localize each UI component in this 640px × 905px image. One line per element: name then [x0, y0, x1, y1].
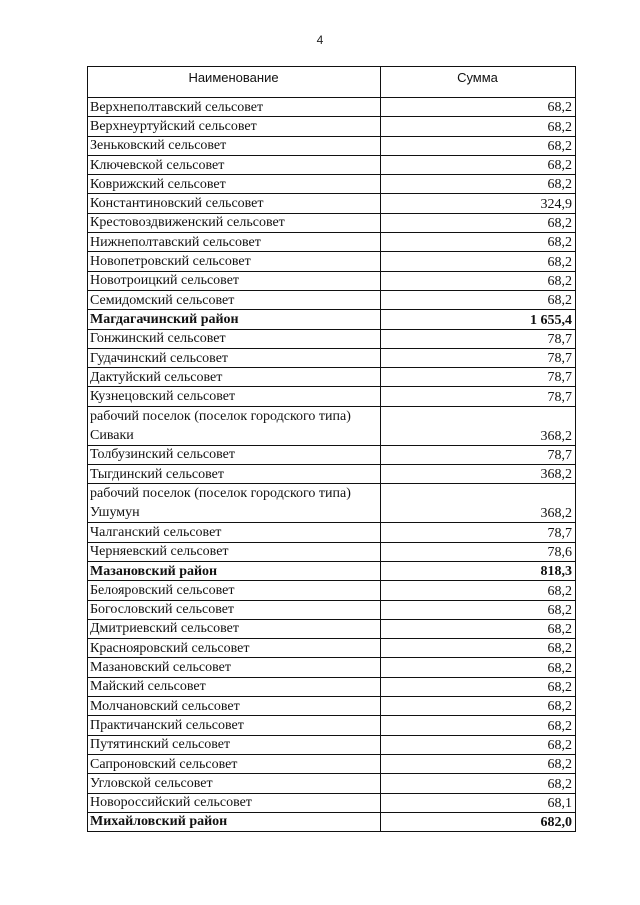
table-row — [88, 387, 576, 406]
row-sum-cell: 78,7 — [381, 387, 576, 406]
row-name-cell: Сапроновский сельсовет — [88, 754, 381, 773]
row-name-cell: Краснояровский сельсовет — [88, 639, 381, 658]
row-name-cell: Коврижский сельсовет — [88, 175, 381, 194]
row-sum-cell: 68,2 — [381, 677, 576, 696]
row-name-cell: Верхнеуртуйский сельсовет — [88, 117, 381, 136]
table-row — [88, 252, 576, 271]
row-name-cell: Новопетровский сельсовет — [88, 252, 381, 271]
row-sum-cell: 368,2 — [381, 406, 576, 445]
table-row — [88, 658, 576, 677]
table-header-row — [88, 67, 576, 98]
row-name-cell: Белояровский сельсовет — [88, 581, 381, 600]
table-row — [88, 194, 576, 213]
row-name-cell: Черняевский сельсовет — [88, 542, 381, 561]
table-row — [88, 213, 576, 232]
row-sum-cell: 68,2 — [381, 581, 576, 600]
row-name-cell: Мазановский район — [88, 561, 381, 580]
table-row — [88, 368, 576, 387]
table-row — [88, 484, 576, 523]
row-sum-cell: 68,2 — [381, 735, 576, 754]
row-name-cell: рабочий поселок (поселок городского типа) Сиваки — [88, 406, 381, 445]
row-sum-cell: 818,3 — [381, 561, 576, 580]
table-row — [88, 329, 576, 348]
table-row — [88, 523, 576, 542]
table-row — [88, 155, 576, 174]
table-row — [88, 136, 576, 155]
row-name-cell: Магдагачинский район — [88, 310, 381, 329]
row-sum-cell: 68,1 — [381, 793, 576, 812]
table-row — [88, 406, 576, 445]
district-total-row — [88, 812, 576, 831]
table-row — [88, 465, 576, 484]
row-name-cell: Богословский сельсовет — [88, 600, 381, 619]
column-header-sum: Сумма — [381, 67, 576, 98]
table-row — [88, 793, 576, 812]
row-sum-cell: 68,2 — [381, 213, 576, 232]
row-name-cell: Практичанский сельсовет — [88, 716, 381, 735]
row-sum-cell: 68,2 — [381, 619, 576, 638]
page-number: 4 — [316, 33, 324, 47]
row-sum-cell: 68,2 — [381, 233, 576, 252]
budget-table — [87, 66, 576, 832]
row-sum-cell: 68,2 — [381, 754, 576, 773]
district-total-row — [88, 310, 576, 329]
row-name-cell: Майский сельсовет — [88, 677, 381, 696]
table-row — [88, 98, 576, 117]
table-row — [88, 175, 576, 194]
table-row — [88, 542, 576, 561]
row-sum-cell: 78,7 — [381, 329, 576, 348]
column-header-name: Наименование — [88, 67, 381, 98]
row-sum-cell: 1 655,4 — [381, 310, 576, 329]
row-sum-cell: 68,2 — [381, 639, 576, 658]
row-sum-cell: 368,2 — [381, 484, 576, 523]
row-name-cell: Кузнецовский сельсовет — [88, 387, 381, 406]
row-name-cell: Новотроицкий сельсовет — [88, 271, 381, 290]
row-name-cell: Угловской сельсовет — [88, 774, 381, 793]
row-sum-cell: 368,2 — [381, 465, 576, 484]
table-row — [88, 117, 576, 136]
table-row — [88, 619, 576, 638]
row-name-cell: Тыгдинский сельсовет — [88, 465, 381, 484]
row-name-cell: Верхнеполтавский сельсовет — [88, 98, 381, 117]
row-sum-cell: 68,2 — [381, 136, 576, 155]
district-total-row — [88, 561, 576, 580]
row-sum-cell: 78,7 — [381, 348, 576, 367]
row-name-cell: Гонжинский сельсовет — [88, 329, 381, 348]
row-name-cell: Михайловский район — [88, 812, 381, 831]
row-name-cell: Ключевской сельсовет — [88, 155, 381, 174]
row-name-cell: рабочий поселок (поселок городского типа) Ушумун — [88, 484, 381, 523]
table-row — [88, 754, 576, 773]
row-sum-cell: 68,2 — [381, 290, 576, 309]
table-row — [88, 716, 576, 735]
row-name-cell: Крестовоздвиженский сельсовет — [88, 213, 381, 232]
table-row — [88, 774, 576, 793]
row-sum-cell: 78,7 — [381, 445, 576, 464]
table-row — [88, 697, 576, 716]
row-name-cell: Мазановский сельсовет — [88, 658, 381, 677]
row-sum-cell: 324,9 — [381, 194, 576, 213]
table-row — [88, 581, 576, 600]
table-row — [88, 271, 576, 290]
row-name-cell: Константиновский сельсовет — [88, 194, 381, 213]
row-sum-cell: 682,0 — [381, 812, 576, 831]
table-row — [88, 735, 576, 754]
row-sum-cell: 78,7 — [381, 523, 576, 542]
row-name-cell: Чалганский сельсовет — [88, 523, 381, 542]
row-sum-cell: 68,2 — [381, 117, 576, 136]
row-sum-cell: 78,7 — [381, 368, 576, 387]
row-sum-cell: 68,2 — [381, 658, 576, 677]
table-row — [88, 639, 576, 658]
row-name-cell: Нижнеполтавский сельсовет — [88, 233, 381, 252]
row-sum-cell: 68,2 — [381, 98, 576, 117]
row-name-cell: Молчановский сельсовет — [88, 697, 381, 716]
row-name-cell: Дмитриевский сельсовет — [88, 619, 381, 638]
table-row — [88, 445, 576, 464]
table-row — [88, 290, 576, 309]
table-body — [88, 98, 576, 832]
row-name-cell: Дактуйский сельсовет — [88, 368, 381, 387]
row-name-cell: Путятинский сельсовет — [88, 735, 381, 754]
table-row — [88, 348, 576, 367]
table-row — [88, 233, 576, 252]
row-name-cell: Толбузинский сельсовет — [88, 445, 381, 464]
table-row — [88, 600, 576, 619]
row-sum-cell: 68,2 — [381, 716, 576, 735]
row-sum-cell: 68,2 — [381, 774, 576, 793]
table-row — [88, 677, 576, 696]
row-sum-cell: 68,2 — [381, 175, 576, 194]
row-name-cell: Зеньковский сельсовет — [88, 136, 381, 155]
row-sum-cell: 78,6 — [381, 542, 576, 561]
row-sum-cell: 68,2 — [381, 271, 576, 290]
row-name-cell: Гудачинский сельсовет — [88, 348, 381, 367]
row-sum-cell: 68,2 — [381, 697, 576, 716]
row-sum-cell: 68,2 — [381, 252, 576, 271]
row-sum-cell: 68,2 — [381, 155, 576, 174]
row-name-cell: Семидомский сельсовет — [88, 290, 381, 309]
row-sum-cell: 68,2 — [381, 600, 576, 619]
row-name-cell: Новороссийский сельсовет — [88, 793, 381, 812]
